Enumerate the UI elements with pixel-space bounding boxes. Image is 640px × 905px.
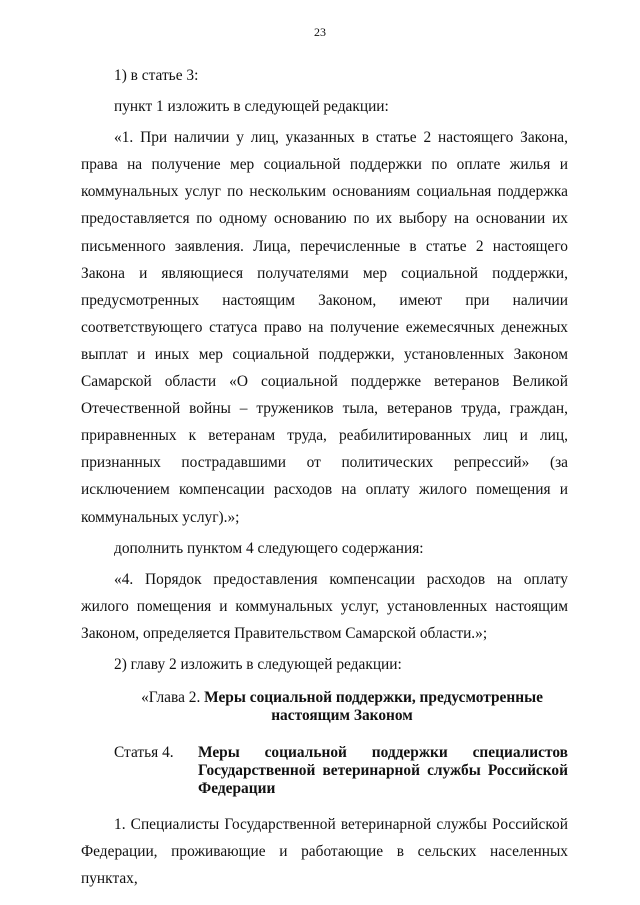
chapter-title-line1: Меры социальной поддержки, предусмотренные bbox=[204, 689, 543, 707]
document-body bbox=[81, 62, 568, 892]
paragraph-item-2: пункт 1 изложить в следующей редакции: bbox=[114, 98, 389, 116]
paragraph-point-1-text: «1. При наличии у лиц, указанных в статье 2 настоящего Закона, права на получение мер социальной поддержки по оплате жилья и коммунальных услуг по нескольким основаниям социальная поддержка предоставляется по одному основанию по их выбору на основании их письменного заявления. Лица, перечисленные в статье 2 настоящего Закона и являющиеся получателями мер социальной поддержки, предусмотренных настоящим Законом, имеют при наличии соответствующего статуса право на получение ежемесячных денежных выплат и иных мер социальной поддержки, установленных Законом Самарской области «О социальной поддержке ветеранов Великой Отечественной войны – тружеников тыла, ветеранов труда, граждан, приравненных к ветеранам труда, реабилитированных лиц и лиц, признанных пострадавшими от политических репрессий» (за исключением компенсации расходов на оплату жилого помещения и коммунальных услуг).»; bbox=[81, 129, 568, 526]
article-title: Меры социальной поддержки специалистов Государственной ветеринарной службы Российской Федерации bbox=[198, 744, 568, 798]
paragraph-point-4-text: «4. Порядок предоставления компенсации расходов на оплату жилого помещения и коммунальных услуг, установленных настоящим Законом, определяется Правительством Самарской области.»; bbox=[81, 570, 568, 642]
chapter-title-line2: настоящим Законом bbox=[271, 707, 413, 725]
paragraph-add-point-4: дополнить пунктом 4 следующего содержания: bbox=[114, 539, 424, 557]
paragraph-article-4-point-1: 1. Специалисты Государственной ветеринарной службы Российской Федерации, проживающие и работающие в сельских населенных пунктах, bbox=[81, 816, 568, 888]
article-number: Статья 4. bbox=[114, 744, 174, 762]
paragraph-item-1: 1) в статье 3: bbox=[114, 67, 199, 84]
paragraph-item-2-chapter: 2) главу 2 изложить в следующей редакции: bbox=[114, 655, 402, 673]
chapter-prefix: «Глава 2. bbox=[141, 689, 201, 707]
page-number: 23 bbox=[314, 25, 326, 39]
article-heading bbox=[81, 744, 568, 798]
chapter-heading bbox=[81, 689, 568, 725]
